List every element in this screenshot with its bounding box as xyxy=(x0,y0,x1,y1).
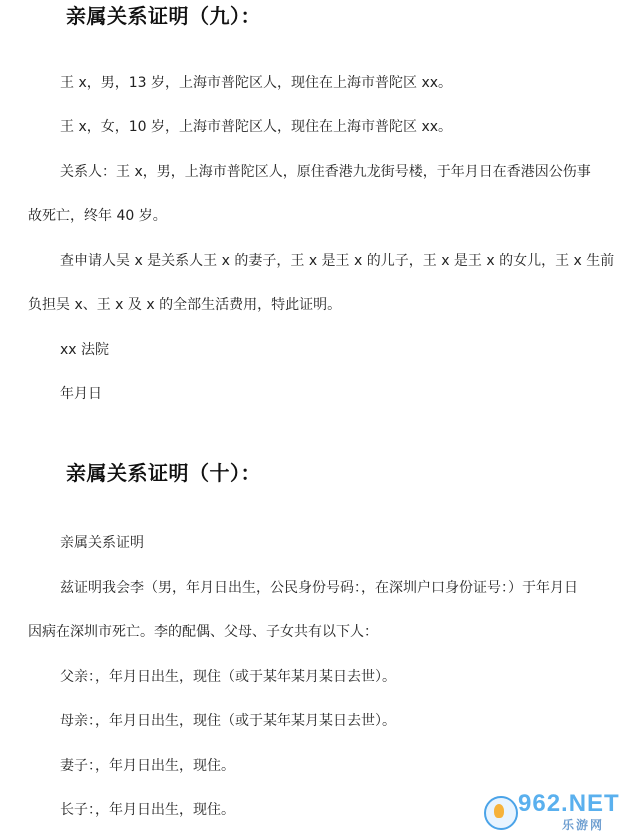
section-9-heading: 亲属关系证明（九）： xyxy=(66,4,261,28)
section-9-line-2: 王 x，女，10 岁，上海市普陀区人，现住在上海市普陀区 xx。 xyxy=(60,119,453,135)
court-name: xx 法院 xyxy=(60,342,110,358)
watermark-brand: 962.NET xyxy=(518,790,620,817)
date-line: 年月日 xyxy=(60,386,102,402)
site-watermark xyxy=(484,790,620,836)
section-10-title: 亲属关系证明 xyxy=(60,535,144,551)
section-9-line-4: 故死亡，终年 40 岁。 xyxy=(28,208,167,224)
father-line: 父亲：，年月日出生，现住（或于某年某月某日去世）。 xyxy=(60,669,396,685)
section-10-line-2: 兹证明我会李（男，年月日出生，公民身份号码：，在深圳户口身份证号：）于年月日 xyxy=(60,580,578,596)
section-9-line-1: 王 x，男，13 岁，上海市普陀区人，现住在上海市普陀区 xx。 xyxy=(60,75,453,91)
section-10-line-3: 因病在深圳市死亡。李的配偶、父母、子女共有以下人： xyxy=(28,624,378,640)
section-10-heading: 亲属关系证明（十）： xyxy=(66,461,261,485)
mascot-logo-icon xyxy=(484,796,518,830)
section-9-line-3: 关系人：王 x，男，上海市普陀区人，原住香港九龙街号楼，于年月日在香港因公伤事 xyxy=(60,164,591,180)
eldest-son-line: 长子：，年月日出生，现住。 xyxy=(60,802,235,818)
section-9-line-5: 查申请人吴 x 是关系人王 x 的妻子，王 x 是王 x 的儿子，王 x 是王 x 的女儿，王 x 生前 xyxy=(60,253,615,269)
watermark-subtitle: 乐游网 xyxy=(562,818,605,832)
mother-line: 母亲：，年月日出生，现住（或于某年某月某日去世）。 xyxy=(60,713,396,729)
wife-line: 妻子：，年月日出生，现住。 xyxy=(60,758,235,774)
section-9-line-6: 负担吴 x、王 x 及 x 的全部生活费用，特此证明。 xyxy=(28,297,342,313)
